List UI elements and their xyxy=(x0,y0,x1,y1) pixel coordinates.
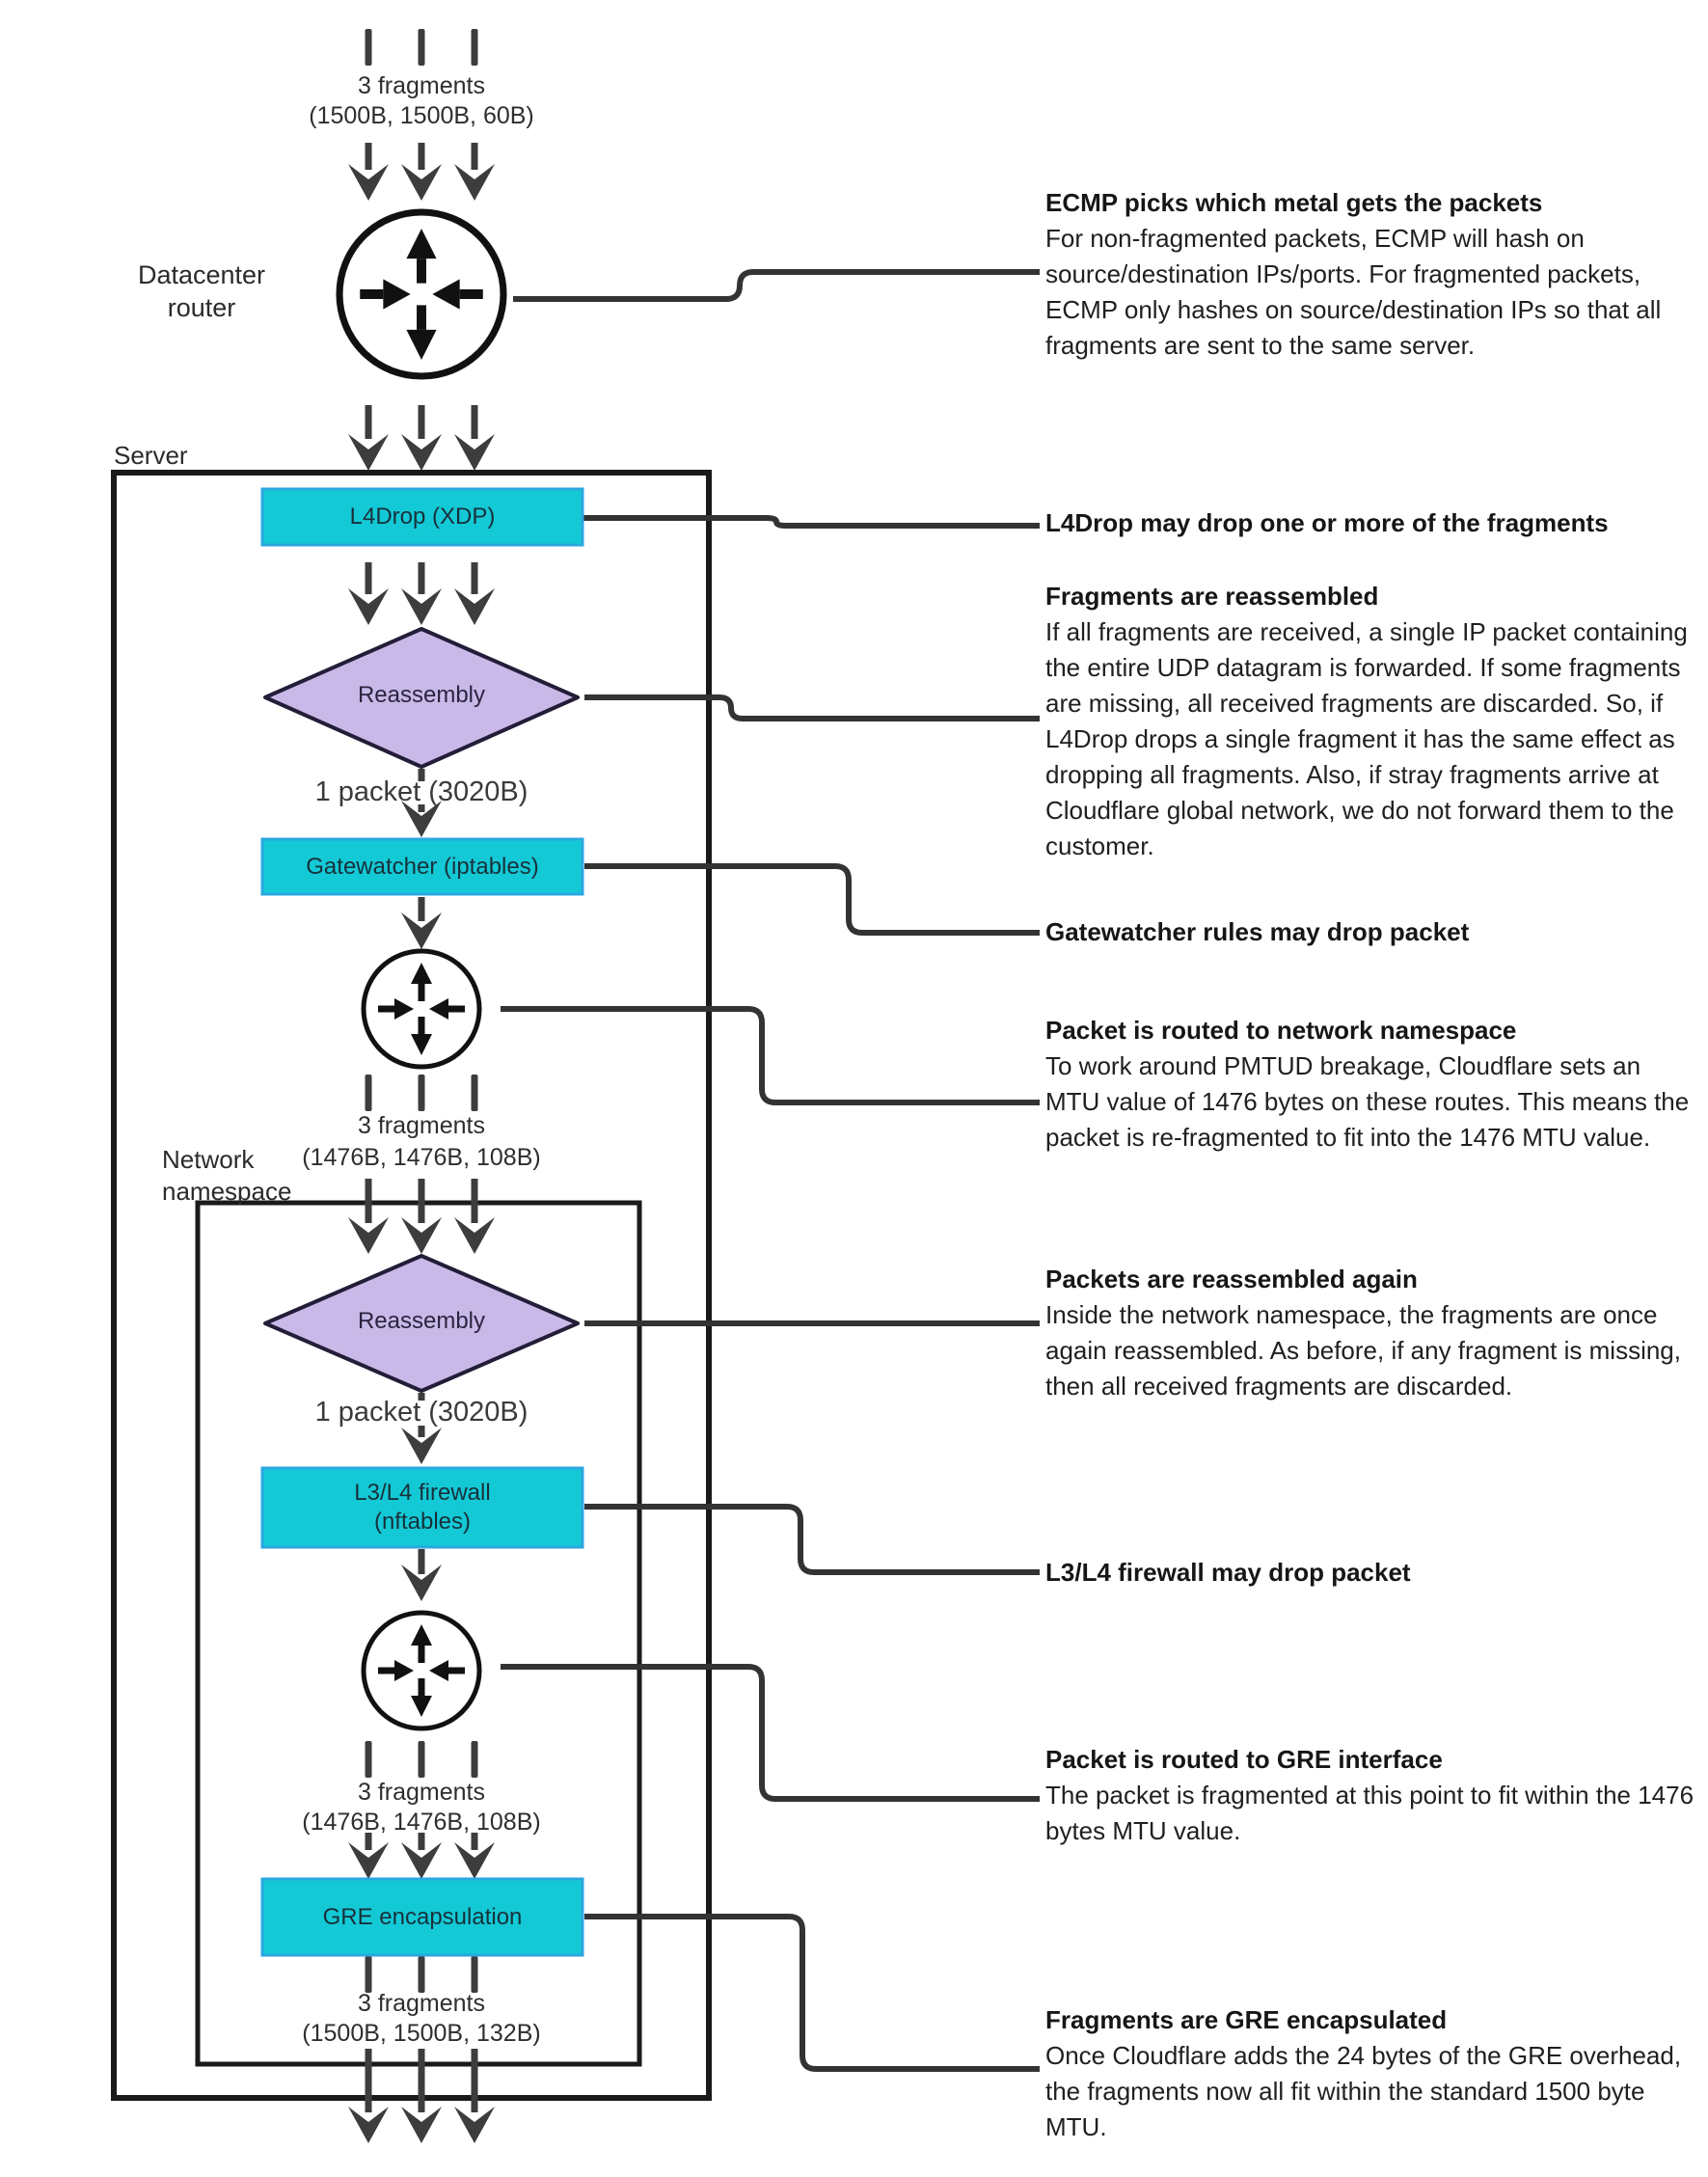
annotation-l4drop: L4Drop may drop one or more of the fragments xyxy=(1045,508,1609,537)
fragments-gre-in-sizes: (1476B, 1476B, 108B) xyxy=(302,1809,541,1836)
reassembly1-label: Reassembly xyxy=(357,682,486,708)
datacenter-router-label: Datacenter router xyxy=(137,260,266,322)
fragments-top-sizes: (1500B, 1500B, 60B) xyxy=(309,102,534,129)
fragments-top-count: 3 fragments xyxy=(357,72,485,99)
reassembly2-label: Reassembly xyxy=(357,1308,486,1334)
firewall-label xyxy=(262,1468,583,1547)
network-namespace-label: Network namespace xyxy=(162,1145,292,1206)
fragments-mid-count: 3 fragments xyxy=(357,1112,485,1139)
server-label: Server xyxy=(114,441,188,470)
firewall-label-line2: (nftables) xyxy=(373,1509,472,1535)
gatewatcher-label: Gatewatcher (iptables) xyxy=(306,853,539,880)
datacenter-router-icon xyxy=(339,212,503,376)
gre-label: GRE encapsulation xyxy=(322,1903,523,1930)
gre-route-router-icon xyxy=(364,1613,479,1728)
fragments-mid-sizes: (1476B, 1476B, 108B) xyxy=(302,1144,541,1171)
annotation-gatewatcher: Gatewatcher rules may drop packet xyxy=(1045,917,1470,946)
l4drop-label: L4Drop (XDP) xyxy=(349,503,496,530)
annotation-firewall: L3/L4 firewall may drop packet xyxy=(1045,1558,1411,1587)
firewall-label-line1: L3/L4 firewall xyxy=(354,1480,491,1506)
annotation-reassembled-again: Packets are reassembled again Inside the network namespace, the fragments are once again reassembled. As before, if any fragment is missing, then all received fragments are discarded. xyxy=(1045,1265,1681,1401)
fragments-bottom-count: 3 fragments xyxy=(357,1990,485,2017)
fragments-gre-in-count: 3 fragments xyxy=(357,1779,485,1806)
annotation-ecmp: ECMP picks which metal gets the packets For non-fragmented packets, ECMP will hash on source/destination IPs/ports. For fragmented packets, ECMP only hashes on source/destination IPs so that all fragments are sent to the same server. xyxy=(1045,188,1662,360)
annotation-routed-gre: Packet is routed to GRE interface The packet is fragmented at this point to fit within the 1476 bytes MTU value. xyxy=(1045,1745,1694,1845)
fragments-bottom-sizes: (1500B, 1500B, 132B) xyxy=(302,2020,541,2047)
packet2-label: 1 packet (3020B) xyxy=(314,1397,529,1428)
packet1-label: 1 packet (3020B) xyxy=(314,776,529,807)
namespace-route-router-icon xyxy=(364,951,479,1067)
annotation-gre-encapsulated: Fragments are GRE encapsulated Once Cloudflare adds the 24 bytes of the GRE overhead, the fragments now all fit within the standard 1500 byte MTU. xyxy=(1045,2005,1682,2141)
annotation-routed-namespace: Packet is routed to network namespace To work around PMTUD breakage, Cloudflare sets an MTU value of 1476 bytes on these routes. This means the packet is re-fragmented to fit into the 1476 MTU value. xyxy=(1045,1016,1690,1152)
annotation-reassembled: Fragments are reassembled If all fragments are received, a single IP packet containing the entire UDP datagram is forwarded. If some fragments are missing, all received fragments are discarded. So, if L4Drop drops a single fragment it has the same effect as dropping all fragments. Also, if stray fragments arrive at Cloudflare global network, we do not forward them to the customer. xyxy=(1045,582,1688,860)
